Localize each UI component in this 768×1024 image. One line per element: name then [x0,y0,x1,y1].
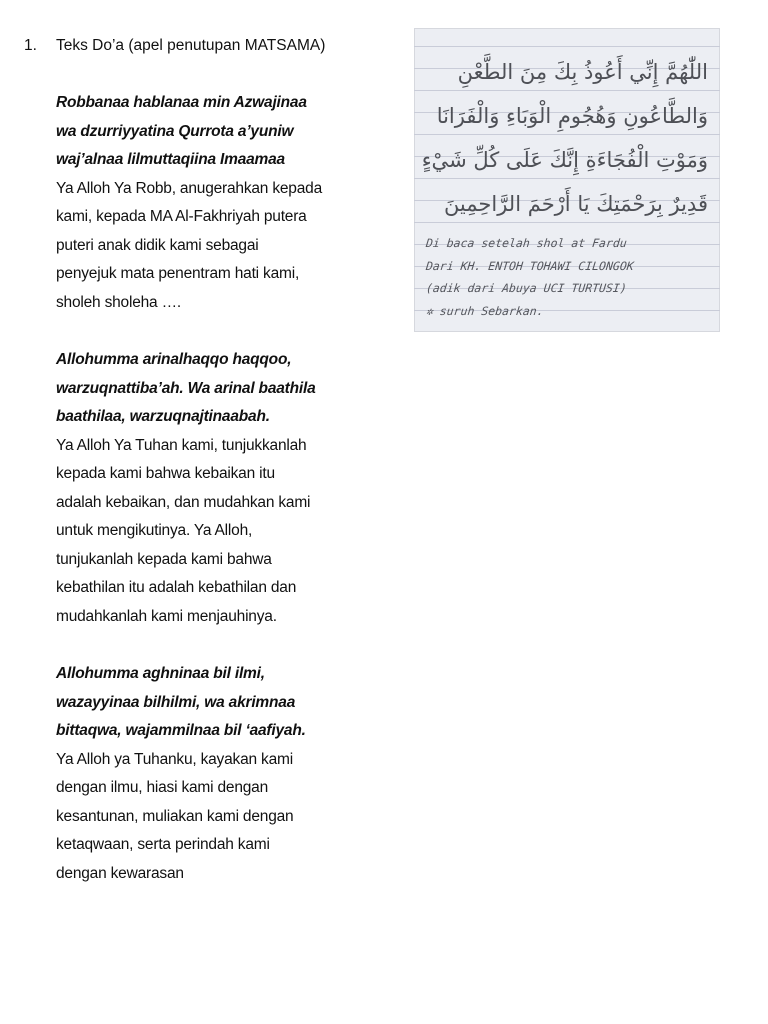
prayer-paragraph-2 [56,346,396,631]
prayer-paragraph-3 [56,660,396,888]
latin-prayer-line: Robbanaa hablanaa min Azwajinaa [56,94,307,111]
translation-line: dengan kewarasan [56,864,184,882]
latin-prayer-line: wa dzurriyyatina Qurrota a’yuniw [56,122,294,140]
translation-line: puteri anak didik kami sebagai [56,236,259,254]
note-line-3: (adik dari Abuya UCI TURTUSI) [425,281,628,295]
translation-line: untuk mengikutinya. Ya Alloh, [56,522,253,539]
translation-line: adalah kebaikan, dan mudahkan kami [56,493,311,511]
translation-line: Ya Alloh ya Tuhanku, kayakan kami [56,750,293,768]
prayer-paragraph-1 [56,89,396,317]
ruled-line [414,178,720,179]
ruled-line [414,222,720,223]
translation-line: tunjukanlah kepada kami bahwa [56,550,272,568]
translation-line: mudahkanlah kami menjauhinya. [56,607,277,625]
note-line-1: Di baca setelah shol at Fardu [425,236,628,250]
latin-prayer-line: warzuqnattiba’ah. Wa arinal baathila [56,379,316,397]
section-heading [24,33,394,59]
translation-line: Ya Alloh Ya Tuhan kami, tunjukkanlah [56,436,307,454]
translation-line: kebathilan itu adalah kebathilan dan [56,579,297,596]
arabic-line-2: وَالطَّاعُونِ وَهُجُومِ الْوَبَاءِ وَالْفَرَانَا [436,104,708,128]
latin-prayer-line: Allohumma aghninaa bil ilmi, [56,665,265,682]
latin-prayer-line: bittaqwa, wajammilnaa bil ‘aafiyah. [56,722,306,739]
ruled-line [414,90,720,91]
section-title: Teks Do’a (apel penutupan MATSAMA) [56,37,326,54]
translation-line: penyejuk mata penentram hati kami, [56,265,300,282]
arabic-line-3: وَمَوْتِ الْفُجَاءَةِ إِنَّكَ عَلَى كُلِّ شَيْءٍ [421,148,708,172]
latin-prayer-line: wazayyinaa bilhilmi, wa akrimnaa [56,693,296,711]
translation-line: sholeh sholeha …. [56,293,181,311]
handwritten-note-image [414,28,720,332]
list-number: 1. [24,37,37,54]
translation-line: ketaqwaan, serta perindah kami [56,836,270,853]
latin-prayer-line: waj’alnaa lilmuttaqiina Imaamaa [56,151,285,168]
arabic-line-1: اللّٰهُمَّ إِنِّي أَعُوذُ بِكَ مِنَ الطَّعْنِ [457,60,708,84]
ruled-line [414,134,720,135]
arabic-line-4: قَدِيرٌ بِرَحْمَتِكَ يَا أَرْحَمَ الرَّاحِمِينَ [443,192,708,216]
latin-prayer-line: Allohumma arinalhaqqo haqqoo, [56,351,292,368]
ruled-line [414,46,720,47]
latin-prayer-line: baathilaa, warzuqnajtinaabah. [56,408,270,425]
translation-line: Ya Alloh Ya Robb, anugerahkan kepada [56,179,322,197]
translation-line: dengan ilmu, hiasi kami dengan [56,779,268,796]
translation-line: kami, kepada MA Al-Fakhriyah putera [56,208,307,225]
note-line-4: ✲ suruh Sebarkan. [425,304,545,318]
note-line-2: Dari KH. ENTOH TOHAWI CILONGOK [425,259,635,273]
translation-line: kepada kami bahwa kebaikan itu [56,465,275,482]
translation-line: kesantunan, muliakan kami dengan [56,807,294,825]
